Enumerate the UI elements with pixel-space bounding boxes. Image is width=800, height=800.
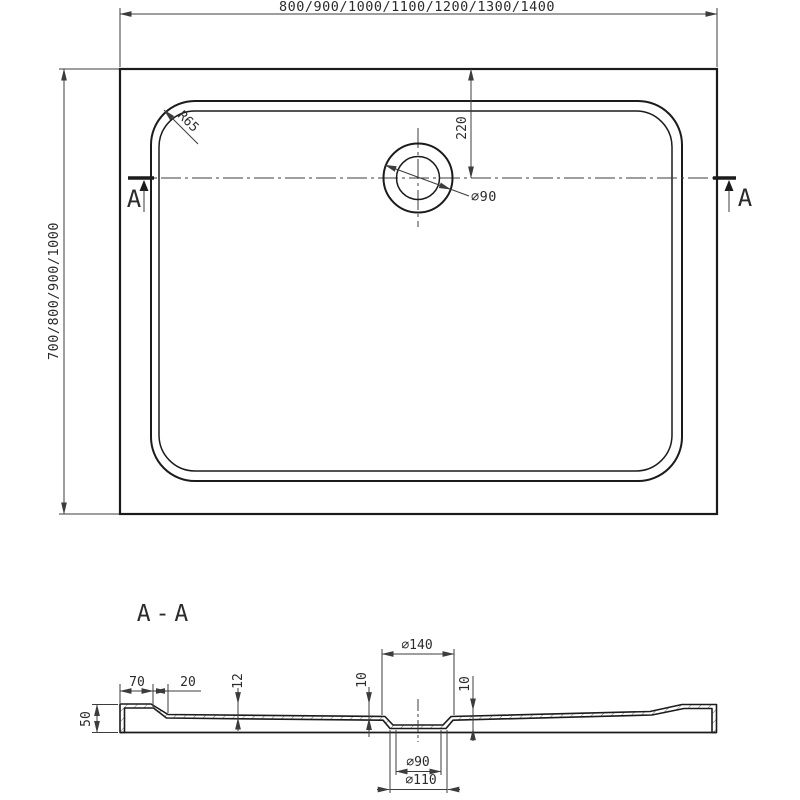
depth-dimension-label: 700/800/900/1000 bbox=[46, 221, 62, 361]
drain-diameter-label: ⌀90 bbox=[471, 189, 497, 205]
recess-bottom-diameter-label: ⌀110 bbox=[405, 773, 437, 788]
height-dimension-label: 50 bbox=[79, 711, 94, 727]
section-letter-right: A bbox=[737, 184, 753, 212]
floor-drop-label: 10 bbox=[355, 672, 370, 688]
drain-offset-label: 220 bbox=[455, 116, 470, 140]
width-dimension-label: 800/900/1000/1100/1200/1300/1400 bbox=[278, 0, 556, 15]
corner-radius-label: R65 bbox=[174, 108, 202, 136]
section-view-title: A-A bbox=[136, 601, 194, 627]
rim-width-label: 70 bbox=[129, 675, 145, 690]
recess-depth-label: 10 bbox=[458, 676, 473, 692]
rim-slope-label: 20 bbox=[180, 675, 196, 690]
recess-top-diameter-label: ⌀140 bbox=[401, 638, 433, 653]
section-letter-left: A bbox=[126, 185, 142, 213]
rim-drop-label: 12 bbox=[231, 673, 246, 689]
drain-hole-diameter-label: ⌀90 bbox=[406, 755, 430, 770]
